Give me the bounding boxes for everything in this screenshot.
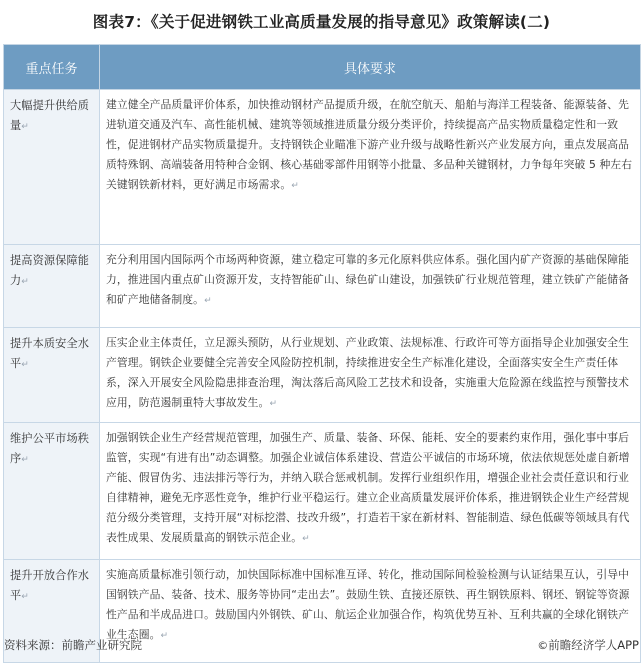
paragraph-mark-icon: ↵: [21, 277, 29, 287]
paragraph-mark-icon: ↵: [302, 534, 310, 544]
table-header-row: [4, 45, 641, 90]
copyright-icon: ©: [537, 639, 549, 652]
header-key-task: 重点任务: [4, 45, 100, 90]
paragraph-mark-icon: ↵: [21, 455, 29, 465]
paragraph-mark-icon: ↵: [204, 296, 212, 306]
paragraph-mark-icon: ↵: [21, 592, 29, 602]
source-note: 资料来源：前瞻产业研究院: [4, 638, 142, 652]
paragraph-mark-icon: ↵: [291, 181, 299, 191]
row-requirement: 加强钢铁企业生产经营规范管理，加强生产、质量、装备、环保、能耗、安全的要素约束作用，强化事中事后监管，实现“有进有出”动态调整。加强企业诚信体系建设、营造公平诚信的市场环境，依法依规惩处虚自新增产能、假冒伪劣、违法排污等行为，并纳入联合惩戒机制。发挥行业组织作用，增强企业社会责任意识和行业自律精神，避免无序恶性竞争，维护行业平稳运行。建立企业高质量发展评价体系，推进钢铁企业生产经营规范分级分类管理，支持开展“对标挖潜、技改升级”，打造若干家在新材料、智能制造、绿色低碳等领域具有代表性成果、发展质量高的钢铁示范企业。↵: [100, 423, 641, 560]
table-row: [4, 328, 641, 423]
table-row: [4, 90, 641, 245]
footer: [4, 637, 639, 653]
row-task: 维护公平市场秩序↵: [4, 423, 100, 560]
row-task: 大幅提升供给质量↵: [4, 90, 100, 245]
table-row: [4, 423, 641, 560]
table-row: [4, 245, 641, 328]
row-requirement: 充分利用国内国际两个市场两种资源，建立稳定可靠的多元化原料供应体系。强化国内矿产资源的基础保障能力，推进国内重点矿山资源开发，支持智能矿山、绿色矿山建设，加强铁矿行业规范管理，建立铁矿产能储备和矿产地储备制度。↵: [100, 245, 641, 328]
paragraph-mark-icon: ↵: [160, 631, 169, 641]
row-task: 提升本质安全水平↵: [4, 328, 100, 423]
policy-table: [3, 44, 641, 663]
brand-credit: [537, 637, 639, 653]
paragraph-mark-icon: ↵: [21, 360, 29, 370]
paragraph-mark-icon: ↵: [21, 122, 29, 132]
header-requirement: 具体要求: [100, 45, 641, 90]
row-task: 提升开放合作水平↵: [4, 560, 100, 663]
brand-name: 前瞻经济学人APP: [548, 638, 639, 652]
row-requirement: 建立健全产品质量评价体系，加快推动钢材产品提质升级，在航空航天、船舶与海洋工程装备、能源装备、先进轨道交通及汽车、高性能机械、建筑等领域推进质量分级分类评价，持续提高产品实物质量稳定性和一致性，促进钢材产品实物质量提升。支持钢铁企业瞄准下游产业升级与战略性新兴产业发展方向，重点发展高品质特殊钢、高端装备用特种合金钢、核心基础零部件用钢等小批量、多品种关键钢材，力争每年突破 5 种左右关键钢铁新材料，更好满足市场需求。↵: [100, 90, 641, 245]
row-requirement: 实施高质量标准引领行动，加快国际标准中国标准互译、转化，推动国际间检验检测与认证结果互认，引导中国钢铁产品、装备、技术、服务等协同“走出去”。鼓励生铁、直接还原铁、再生钢铁原料、钢坯、钢锭等资源性产品和半成品进口。鼓励国内外钢铁、矿山、航运企业加强合作，构筑优势互补、互利共赢的全球化钢铁产业生态圈。↵: [100, 560, 641, 663]
row-requirement: 压实企业主体责任，立足源头预防，从行业规划、产业政策、法规标准、行政许可等方面指导企业加强安全生产管理。钢铁企业要健全完善安全风险防控机制，持续推进安全生产标准化建设，全面落实安全生产责任体系，深入开展安全风险隐患排查治理，淘汰落后高风险工艺技术和设备，实施重大危险源在线监控与预警技术应用，防范遏制重特大事故发生。↵: [100, 328, 641, 423]
row-task: 提高资源保障能力↵: [4, 245, 100, 328]
paragraph-mark-icon: ↵: [269, 399, 278, 409]
chart-title: 图表7：《关于促进钢铁工业高质量发展的指导意见》政策解读(二): [92, 13, 551, 31]
